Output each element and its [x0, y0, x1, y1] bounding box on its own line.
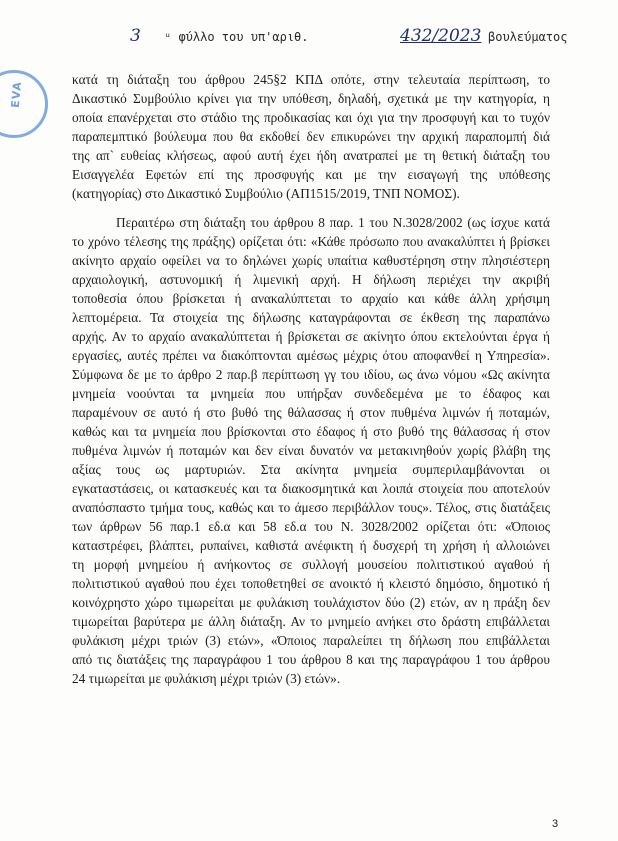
text-line: οποία επανέρχεται στο στάδιο της προδικασίας και όχι για την προσφυγή και το τυχόν: [72, 110, 550, 125]
text-line: τιμωρείται βαρύτερα με άλλη διάταξη. Αν το μνημείο ανήκει στο δράστη επιβάλλεται: [72, 614, 550, 629]
text-line: μνημεία νοούνται τα μνημεία που υπήρξαν συνδεδεμένα με το έδαφος και: [72, 386, 550, 401]
decision-number: 432/2023: [400, 26, 482, 46]
text-line: αξίας τους ως μαρτυριών. Στα ακίνητα μνημεία συμπεριλαμβάνονται οι: [72, 462, 550, 477]
text-line: Εισαγγελέα Εφετών επί της προσφυγής και με την εισαγωγή της υπόθεσης: [72, 167, 550, 182]
text-line: πυθμένα λιμνών ή ποταμών και δεν είναι δυνατόν να μετακινηθούν χωρίς βλάβη της: [72, 443, 550, 458]
text-line: (κατηγορίας) στο Δικαστικό Συμβούλιο (ΑΠ1515/2019, ΤΝΠ ΝΟΜΟΣ).: [72, 186, 460, 201]
text-line: φυλάκιση μέχρι τριών (3) ετών», «Όποιος παραλείπει τη δήλωση που επιβάλλεται: [72, 633, 550, 648]
text-line: αρχής. Αν το αρχαίο ανακαλύπτεται ή βρίσκεται σε ακίνητο όπου εκτελούνται έργα ή: [72, 329, 550, 344]
text-line: κατά τη διάταξη του άρθρου 245§2 ΚΠΔ οπότε, στην τελευταία περίπτωση, το: [72, 72, 550, 87]
text-line: κοινόχρηστο χώρο τιμωρείται με φυλάκιση τουλάχιστον δύο (2) ετών, αν η πράξη δεν: [72, 595, 550, 610]
text-line: αναπόσπαστο τμήμα τους, καθώς και το άμεσο περιβάλλον τους». Τέλος, στις διατάξεις: [72, 500, 550, 515]
text-line: ακίνητο αρχαίο οφείλει να το δηλώνει χωρίς υπαίτια καθυστέρηση στην πλησιέστερη: [72, 253, 550, 268]
text-line: το χρόνο τέλεσης της πράξης) ορίζεται ότι: «Κάθε πρόσωπο που ανακαλύπτει ή βρίσκει: [72, 234, 550, 249]
text-line: από τις διατάξεις της παραγράφου 1 του άρθρου 8 και της παραγράφου 1 του άρθρου: [72, 652, 550, 667]
text-line: παραμένουν σε αυτό ή στο βυθό της θάλασσας ή στον πυθμένα λιμνών ή ποταμών,: [72, 405, 550, 420]
text-line: καθώς και τα μνημεία που βρίσκονται στο έδαφος ή στο βυθό της θάλασσας ή στον: [72, 424, 550, 439]
header-text-before: ᵘ φύλλο του υπ'αριθ.: [164, 30, 309, 44]
text-line: Σύμφωνα δε με το άρθρο 2 παρ.β περίπτωση γγ του ιδίου, ως άνω νόμου «Ως ακίνητα: [72, 367, 550, 382]
header-text-after: βουλεύματος: [488, 30, 568, 44]
text-line: λεπτομέρεια. Τα στοιχεία της δήλωσης καταγράφονται σε έκθεση της παραπάνω: [72, 310, 550, 325]
page-number: 3: [552, 818, 559, 830]
text-line: Δικαστικό Συμβούλιο κρίνει για την υπόθεση, δηλαδή, σχετικά με την κατηγορία, η: [72, 91, 550, 106]
page-header: [130, 26, 570, 52]
sheet-number: 3: [130, 26, 141, 46]
text-line: πολιτιστικού αγαθού που έχει τοποθετηθεί σε ανοικτό ή κλειστό δημόσιο, δημοτικό ή: [72, 576, 550, 591]
text-line: των άρθρων 56 παρ.1 εδ.α και 58 εδ.α του Ν. 3028/2002 ορίζεται ότι: «Όποιος: [72, 519, 550, 534]
text-line: αρχαιολογική, αστυνομική ή λιμενική αρχή. Η δήλωση περιέχει την ακριβή: [72, 272, 550, 287]
official-stamp: [0, 70, 48, 138]
text-line: εργασίες, αυτές πρέπει να διακόπτονται αμέσως μέχρις ότου αποφανθεί η Υπηρεσία».: [72, 348, 550, 363]
text-line: καταστρέφει, βλάπτει, ρυπαίνει, καθιστά ανέφικτη ή δυσχερή τη χρήση ή αλλοιώνει: [72, 538, 550, 553]
paragraph-law-provisions: [72, 213, 550, 688]
paragraph-legal-reasoning: [72, 70, 550, 203]
text-line: της απ` ευθείας κλήσεως, αφού αυτή έχει ήδη ανατραπεί με τη θετική διάταξη του: [72, 148, 550, 163]
text-line: τοποθεσία όπου βρίσκεται ή ανακαλύπτεται το αρχαίο και κάθε άλλη χρήσιμη: [72, 291, 550, 306]
text-line: εγκαταστάσεις, οι κατασκευές και τα διακοσμητικά και λοιπά στοιχεία που αποτελούν: [72, 481, 550, 496]
document-body: [72, 70, 550, 688]
official-stamp-text: EVA: [8, 80, 25, 109]
text-line: 24 τιμωρείται με φυλάκιση μέχρι τριών (3) ετών».: [72, 671, 341, 686]
text-line: παραπεμπτικό βούλευμα που θα εκδοθεί δεν επικυρώνει την αρχική παραπομπή διά: [72, 129, 550, 144]
text-line: Περαιτέρω στη διάταξη του άρθρου 8 παρ. 1 του Ν.3028/2002 (ως ίσχυε κατά: [116, 215, 550, 230]
text-line: τη μορφή μνημείου ή ανήκοντος σε συλλογή μουσείου πολιτιστικού αγαθού ή: [72, 557, 550, 572]
